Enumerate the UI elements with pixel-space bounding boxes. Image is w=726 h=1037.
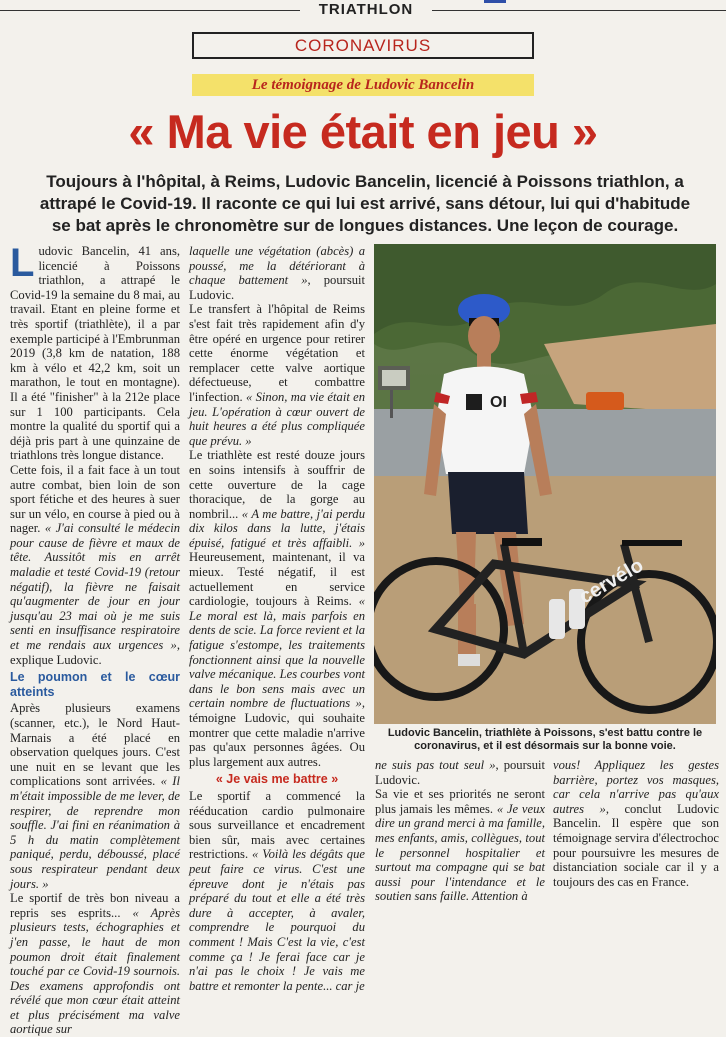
- kicker: CORONAVIRUS: [192, 32, 534, 59]
- athlete-photo-illustration: [374, 244, 716, 724]
- drop-cap: L: [10, 241, 35, 285]
- paragraph: laquelle une végétation (abcès) a poussé, me la détériorant à chaque battement », poursuit Ludovic.: [189, 244, 366, 302]
- subheading: « Je vais me battre »: [215, 772, 339, 787]
- section-color-chip: [484, 0, 506, 3]
- article-column-1: [10, 241, 181, 1037]
- section-header: [0, 0, 726, 24]
- jersey-text: OI: [490, 394, 507, 411]
- strap-line: Le témoignage de Ludovic Bancelin: [192, 74, 534, 96]
- section-rule-right: [432, 10, 726, 11]
- paragraph: vous! Appliquez les gestes barrière, portez vos masques, car cela n'arrive pas qu'aux autres », conclut Ludovic Bancelin. Il espère que son témoignage servira d'électrochoc pour poursuivre les mesures de distanciation sociale car il y a toujours des cas en France.: [553, 758, 719, 889]
- paragraph: Après plusieurs examens (scanner, etc.), le Nord Haut-Marnais a été placé en observation quelques jours. C'est une nuit en se levant que les complications sont arrivées. « Il m'était impossible de me lever, de respirer, de reprendre mon souffle. J'ai fini en réanimation à 5 h du matin complètement paniqué, perdu, déboussé, placé sous respirateur pendant deux jours. »: [10, 701, 181, 891]
- article-column-3: [375, 758, 545, 904]
- paragraph: Le sportif de très bon niveau a repris ses esprits... « Après plusieurs tests, échographies et j'en passe, le haut de mon poumon droit était finalement touché par ce Covid-19 sournois. Des examens approfondis ont révélé que mon cœur était atteint et plus précisément ma valve aortique sur: [10, 891, 180, 1037]
- headline: « Ma vie était en jeu »: [128, 105, 598, 158]
- paragraph: Cette fois, il a fait face à un tout autre combat, bien loin de son sport fétiche et des heures à suer sur un vélo, en course à pied ou à nager. « J'ai consulté le médecin pour cause de fièvre et maux de tête. Aussitôt mis en arrêt maladie et testé Covid-19 (retour négatif), la fièvre ne faisait qu'augmenter de jour en jour jusqu'au 23 mai où je me suis senti en insuffisance respiratoire et me rendais aux urgences », explique Ludovic.: [10, 462, 180, 667]
- article-column-2: [189, 244, 365, 993]
- paragraph: Ludovic Bancelin, 41 ans, licencié à Poissons triathlon, a attrapé le Covid-19 la semaine du 8 mai, au travail. Etant en pleine forme et très sportif (triathlète), il a par exemple participé à l'Embrunman 2019 (3,8 km de natation, 188 km à vélo et 42,2 km, soit un marathon, le tout en montagne). Il a été "finisher" à la 212e place sur 1 100 participants. Cela montre la qualité du sportif qui a déjà pris part à une quinzaine de triathlons très longue distance.: [10, 241, 180, 463]
- photo-caption: Ludovic Bancelin, triathlète à Poissons, s'est battu contre le coronavirus, et il est désormais sur la bonne voie.: [387, 727, 703, 752]
- paragraph: Le sportif a commencé la rééducation cardio pulmonaire sous surveillance et encadrement bien sûr, mais avec certaines restrictions. « Voilà les dégâts que peut faire ce virus. C'est une épreuve dont je n'étais pas préparé du tout et elle a été très dure à accepter, à avaler, comprendre le pourquoi du comment ! Mais C'est la vie, c'est comme ça ! Je ferai face car je n'ai pas le choix ! Je vais me battre et remonter la pente... car je: [189, 788, 365, 993]
- article-column-4: [553, 758, 719, 889]
- athlete-photo: [374, 244, 716, 724]
- paragraph: ne suis pas tout seul », poursuit Ludovic.: [375, 758, 545, 787]
- paragraph: Sa vie et ses priorités ne seront plus jamais les mêmes. « Je veux dire un grand merci à ma famille, mes enfants, amis, collègues, tout le personnel hospitalier et surtout ma compagne qui se bat aussi pour l'intendance et le soutien sans faille. Attention à: [375, 787, 545, 904]
- standfirst: Toujours à l'hôpital, à Reims, Ludovic Bancelin, licencié à Poissons triathlon, a attrapé le Covid-19. Il raconte ce qui lui est arrivé, sans détour, lui qui d'habitude se bat après le chronomètre sur de longues distances. Une leçon de courage.: [39, 172, 691, 235]
- section-rule-left: [0, 10, 300, 11]
- section-label: TRIATHLON: [318, 1, 414, 18]
- paragraph: Le transfert à l'hôpital de Reims s'est fait très rapidement afin d'y être opéré en urgence pour retirer cette énorme végétation et remplacer cette valve aortique défectueuse, et combattre l'infection. « Sinon, ma vie était en jeu. L'opération à cœur ouvert de huit heures a été plus compliquée que prévu. »: [189, 302, 366, 448]
- paragraph: Le triathlète est resté douze jours en soins intensifs à souffrir de cette ouverture de la cage thoracique, de la gorge au nombril... « A me battre, j'ai perdu dix kilos dans la lutte, j'étais épuisé, fatigué et très affaibli. » Heureusement, maintenant, il va mieux. Testé négatif, il est actuellement en service cardiologie, toujours à Reims. « Le moral est là, mais parfois en dents de scie. La force revient et la fatigue s'estompe, les traitements fonctionnent ainsi que la nouvelle valve mécanique. Les courbes vont dans le bon sens mais avec un certain nombre de fluctuations », témoigne Ludovic, qui souhaite montrer que cette maladie n'arrive pas qu'aux personnes âgées. Ou plus largement aux autres.: [189, 448, 365, 769]
- bike-brand: cervélo: [575, 554, 648, 609]
- subheading: Le poumon et le cœur atteints: [10, 670, 180, 699]
